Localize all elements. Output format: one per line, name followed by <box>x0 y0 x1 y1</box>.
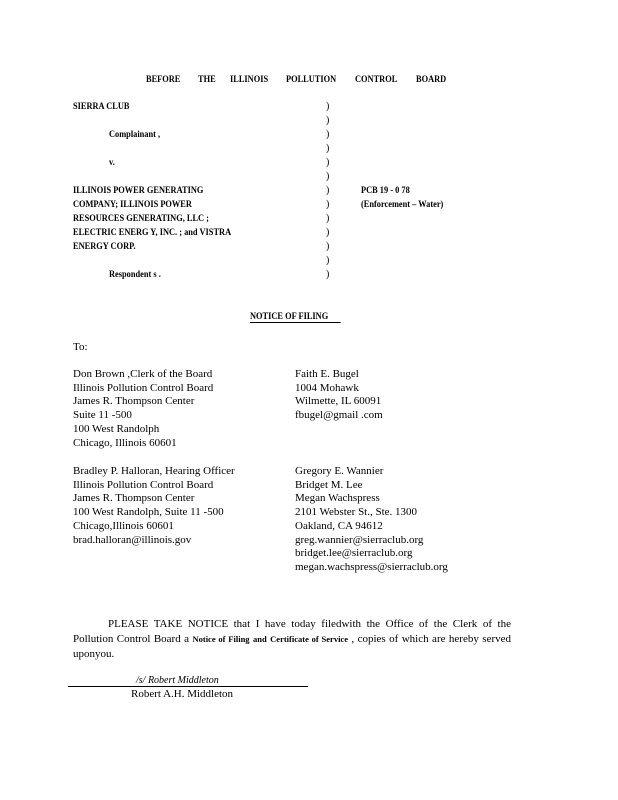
notice-text: , copies of which are hereby served uponyou. <box>73 633 511 660</box>
notice-text: PLEASE TAKE NOTICE that I have today filedwith the Office of the Clerk of the Pollution Control Board a <box>73 618 511 645</box>
address-line: Oakland, CA 94612 <box>295 519 383 532</box>
respondent-line: ENERGY CORP. <box>73 242 136 252</box>
paren: ) <box>326 115 330 126</box>
address-line: Suite 11 -500 <box>73 409 132 422</box>
address-line: Don Brown ,Clerk of the Board <box>73 368 213 380</box>
plaintiff-role: Complainant , <box>109 130 161 140</box>
address-line: Gregory E. Wannier <box>295 465 384 477</box>
versus: v. <box>109 158 115 168</box>
address-line: megan.wachspress@sierraclub.org <box>295 560 448 573</box>
address-line: Faith E. Bugel <box>295 368 359 380</box>
respondent-line: ILLINOIS POWER GENERATING <box>73 186 204 196</box>
notice-and: and <box>253 634 267 644</box>
address-line: 2101 Webster St., Ste. 1300 <box>295 506 418 519</box>
paren: ) <box>326 227 330 238</box>
address-line: Chicago, Illinois 60601 <box>73 436 177 449</box>
respondent-role: Respondent s . <box>109 270 161 280</box>
notice-doc-title: Notice of Filing <box>192 634 250 644</box>
caption-word: ILLINOIS <box>230 75 269 85</box>
address-line: Chicago,Illinois 60601 <box>73 519 174 532</box>
paren: ) <box>326 129 330 140</box>
recipient-bugel <box>295 368 383 423</box>
address-line: Illinois Pollution Control Board <box>73 381 214 394</box>
paren: ) <box>326 213 330 224</box>
paren: ) <box>326 199 330 210</box>
signer-name: Robert A.H. Middleton <box>131 688 234 700</box>
caption-word: THE <box>197 75 216 85</box>
respondent-line: RESOURCES GENERATING, LLC ; <box>73 214 209 224</box>
address-line: greg.wannier@sierraclub.org <box>295 533 424 546</box>
paren: ) <box>326 269 330 280</box>
address-line: bridget.lee@sierraclub.org <box>295 547 413 560</box>
paren: ) <box>326 101 330 112</box>
caption-word: BOARD <box>415 75 446 85</box>
respondent-line: COMPANY; ILLINOIS POWER <box>73 200 192 210</box>
paren: ) <box>326 241 330 252</box>
respondent-line: ELECTRIC ENERG Y, INC. ; and VISTRA <box>73 228 232 238</box>
paren: ) <box>326 185 330 196</box>
address-line: Megan Wachspress <box>295 492 380 505</box>
paren-column <box>326 100 329 282</box>
paren: ) <box>326 255 330 266</box>
address-line: fbugel@gmail .com <box>295 409 383 422</box>
address-line: Wilmette, IL 60091 <box>295 395 382 408</box>
notice-doc-title: Certificate of Service <box>270 634 348 644</box>
caption-word: BEFORE <box>146 75 181 85</box>
address-line: brad.halloran@illinois.gov <box>73 533 192 546</box>
address-line: Illinois Pollution Control Board <box>73 478 214 491</box>
caption-word: CONTROL <box>355 75 398 85</box>
caption-title <box>146 75 450 85</box>
to-label: To: <box>73 341 88 353</box>
paren: ) <box>326 143 330 154</box>
recipient-clerk <box>73 368 213 450</box>
case-type: (Enforcement – Water) <box>361 200 444 210</box>
notice-paragraph <box>73 617 511 662</box>
case-number: PCB 19 - 0 78 <box>361 186 410 196</box>
recipient-sierra-club <box>295 465 448 575</box>
address-line: James R. Thompson Center <box>73 395 195 408</box>
signature-line <box>68 686 308 687</box>
plaintiff-name: SIERRA CLUB <box>73 102 130 112</box>
paren: ) <box>326 171 330 182</box>
address-line: 1004 Mohawk <box>295 381 359 394</box>
address-line: James R. Thompson Center <box>73 492 195 505</box>
address-line: 100 West Randolph, Suite 11 -500 <box>73 506 224 519</box>
address-line: 100 West Randolph <box>73 422 160 435</box>
caption-word: POLLUTION <box>285 75 336 85</box>
signature-slash: /s/ Robert Middleton <box>136 675 219 686</box>
paren: ) <box>326 157 330 168</box>
address-line: Bridget M. Lee <box>295 478 363 491</box>
address-line: Bradley P. Halloran, Hearing Officer <box>73 465 235 477</box>
notice-title: NOTICE OF FILING <box>250 312 341 323</box>
recipient-halloran <box>73 465 235 547</box>
